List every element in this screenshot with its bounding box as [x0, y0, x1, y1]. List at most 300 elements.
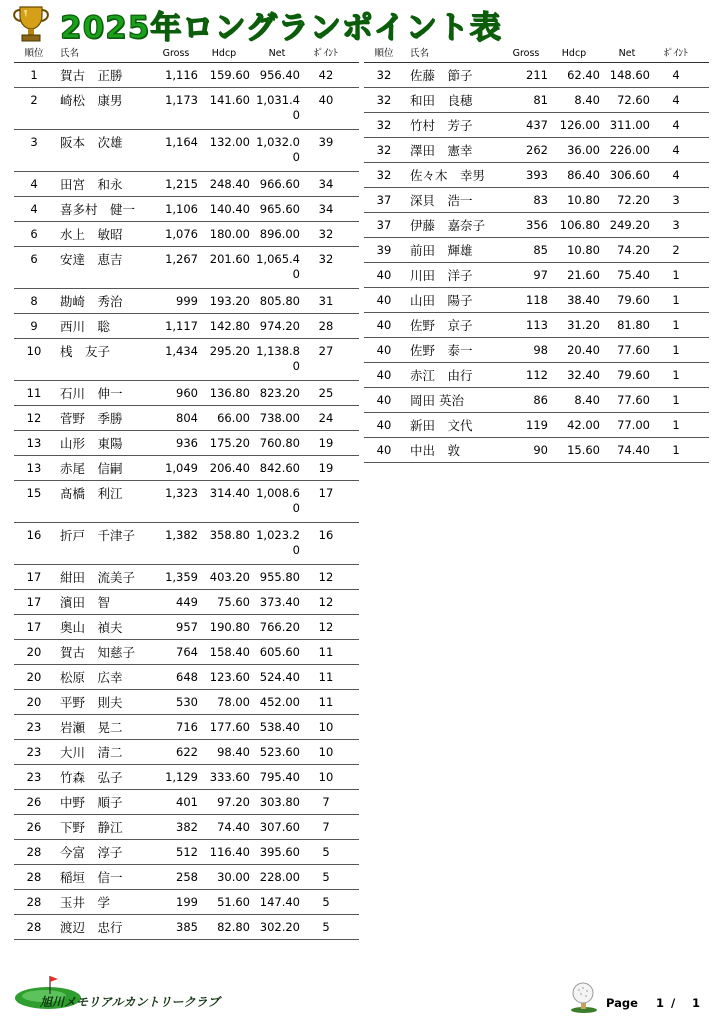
header-hdcp: Hdcp [211, 47, 237, 59]
points-cell: 10 [318, 745, 334, 759]
net-cell: 79.60 [617, 368, 650, 382]
name-cell: 勘崎 秀治 [60, 294, 123, 309]
points-cell: 7 [322, 795, 330, 809]
points-cell: 4 [672, 93, 680, 107]
points-cell: 1 [672, 293, 680, 307]
table-body-left [14, 63, 359, 940]
net-cell: 306.60 [609, 168, 650, 182]
table-row [14, 640, 359, 665]
rank-cell: 40 [376, 393, 392, 407]
name-cell: 奥山 禎夫 [60, 620, 123, 635]
rank-cell: 2 [30, 93, 38, 107]
hdcp-cell: 78.00 [217, 695, 250, 709]
rank-cell: 6 [30, 227, 38, 241]
gross-cell: 112 [526, 368, 548, 382]
net-cell: 72.20 [617, 193, 650, 207]
rank-cell: 17 [26, 570, 42, 584]
hdcp-cell: 140.40 [209, 202, 250, 216]
points-cell: 19 [318, 436, 334, 450]
hdcp-cell: 10.80 [567, 193, 600, 207]
table-row [14, 456, 359, 481]
table-row [14, 222, 359, 247]
header-hdcp: Hdcp [561, 47, 587, 59]
hdcp-cell: 98.40 [217, 745, 250, 759]
rank-cell: 32 [376, 168, 392, 182]
rank-cell: 26 [26, 795, 42, 809]
name-cell: 濱田 智 [60, 595, 111, 610]
rank-cell: 28 [26, 920, 42, 934]
points-cell: 1 [672, 368, 680, 382]
table-row [364, 363, 709, 388]
name-cell: 折戸 千津子 [60, 528, 136, 543]
gross-cell: 530 [176, 695, 198, 709]
rank-cell: 17 [26, 595, 42, 609]
net-cell: 523.60 [259, 745, 300, 759]
gross-cell: 764 [176, 645, 198, 659]
table-row [364, 338, 709, 363]
rank-cell: 40 [376, 268, 392, 282]
gross-cell: 1,173 [165, 93, 198, 107]
rank-cell: 40 [376, 293, 392, 307]
name-cell: 澤田 憲幸 [410, 143, 473, 158]
net-cell: 303.80 [259, 795, 300, 809]
table-row [14, 790, 359, 815]
points-cell: 1 [672, 268, 680, 282]
points-cell: 28 [318, 319, 334, 333]
name-cell: 賀古 知慈子 [60, 645, 136, 660]
header-net: Net [268, 47, 286, 59]
name-cell: 阪本 次雄 [60, 135, 123, 150]
points-cell: 5 [322, 895, 330, 909]
hdcp-cell: 248.40 [209, 177, 250, 191]
points-cell: 4 [672, 143, 680, 157]
net-cell: 226.00 [609, 143, 650, 157]
name-cell: 佐々木 幸男 [410, 168, 486, 183]
header-rank: 順位 [374, 47, 394, 59]
table-row [14, 865, 359, 890]
header-gross: Gross [162, 47, 190, 59]
table-row [14, 314, 359, 339]
table-row [14, 765, 359, 790]
table-row [14, 481, 359, 523]
net-cell: 75.40 [617, 268, 650, 282]
rank-cell: 40 [376, 318, 392, 332]
rank-cell: 40 [376, 443, 392, 457]
name-cell: 崎松 康男 [60, 93, 123, 108]
points-cell: 3 [672, 218, 680, 232]
points-cell: 12 [318, 595, 334, 609]
rank-cell: 17 [26, 620, 42, 634]
name-cell: 赤尾 信嗣 [60, 461, 123, 476]
table-header [14, 44, 359, 63]
net-cell: 823.20 [259, 386, 300, 400]
gross-cell: 199 [176, 895, 198, 909]
points-cell: 31 [318, 294, 334, 308]
net-cell: 1,138.80 [256, 344, 300, 373]
name-cell: 竹森 弘子 [60, 770, 123, 785]
table-row [14, 565, 359, 590]
hdcp-cell: 66.00 [217, 411, 250, 425]
rank-cell: 28 [26, 895, 42, 909]
name-cell: 水上 敏昭 [60, 227, 123, 242]
name-cell: 松原 広幸 [60, 670, 123, 685]
hdcp-cell: 75.60 [217, 595, 250, 609]
hdcp-cell: 132.00 [209, 135, 250, 149]
table-row [364, 413, 709, 438]
gross-cell: 1,049 [165, 461, 198, 475]
rank-cell: 6 [30, 252, 38, 266]
hdcp-cell: 32.40 [567, 368, 600, 382]
name-cell: 平野 則夫 [60, 695, 123, 710]
hdcp-cell: 8.40 [574, 393, 600, 407]
gross-cell: 119 [526, 418, 548, 432]
club-name: 旭川メモリアルカントリークラブ [40, 995, 220, 1009]
table-row [364, 263, 709, 288]
name-cell: 山田 陽子 [410, 293, 473, 308]
hdcp-cell: 175.20 [209, 436, 250, 450]
points-cell: 7 [322, 820, 330, 834]
net-cell: 965.60 [259, 202, 300, 216]
rank-cell: 40 [376, 368, 392, 382]
points-cell: 1 [672, 393, 680, 407]
table-row [14, 690, 359, 715]
points-cell: 5 [322, 845, 330, 859]
hdcp-cell: 190.80 [209, 620, 250, 634]
rank-cell: 16 [26, 528, 42, 542]
points-cell: 19 [318, 461, 334, 475]
rank-cell: 37 [376, 193, 392, 207]
gross-cell: 83 [533, 193, 548, 207]
points-cell: 4 [672, 68, 680, 82]
net-cell: 1,065.40 [256, 252, 300, 281]
ranking-table-right [364, 44, 709, 463]
points-cell: 25 [318, 386, 334, 400]
gross-cell: 1,117 [165, 319, 198, 333]
hdcp-cell: 142.80 [209, 319, 250, 333]
points-cell: 32 [318, 227, 334, 241]
points-cell: 1 [672, 443, 680, 457]
rank-cell: 1 [30, 68, 38, 82]
gross-cell: 936 [176, 436, 198, 450]
gross-cell: 86 [533, 393, 548, 407]
gross-cell: 804 [176, 411, 198, 425]
net-cell: 538.40 [259, 720, 300, 734]
header-net: Net [618, 47, 636, 59]
gross-cell: 1,076 [165, 227, 198, 241]
name-cell: 中出 敦 [410, 443, 461, 458]
points-cell: 27 [318, 344, 334, 358]
points-cell: 16 [318, 528, 334, 542]
header-name: 氏名 [410, 47, 430, 59]
name-cell: 賀古 正勝 [60, 68, 123, 83]
name-cell: 今富 淳子 [60, 845, 123, 860]
hdcp-cell: 30.00 [217, 870, 250, 884]
net-cell: 766.20 [259, 620, 300, 634]
hdcp-cell: 358.80 [209, 528, 250, 542]
hdcp-cell: 36.00 [567, 143, 600, 157]
name-cell: 菅野 季勝 [60, 411, 123, 426]
name-cell: 岡田 英治 [410, 393, 464, 408]
name-cell: 髙橋 利江 [60, 486, 123, 501]
net-cell: 524.40 [259, 670, 300, 684]
hdcp-cell: 159.60 [209, 68, 250, 82]
points-cell: 34 [318, 177, 334, 191]
page-total: 1 [692, 996, 701, 1010]
name-cell: 西川 聡 [60, 319, 111, 334]
table-row [364, 113, 709, 138]
hdcp-cell: 123.60 [209, 670, 250, 684]
gross-cell: 262 [526, 143, 548, 157]
net-cell: 72.60 [617, 93, 650, 107]
hdcp-cell: 62.40 [567, 68, 600, 82]
name-cell: 赤江 由行 [410, 368, 473, 383]
gross-cell: 401 [176, 795, 198, 809]
rank-cell: 12 [26, 411, 42, 425]
gross-cell: 382 [176, 820, 198, 834]
rank-cell: 9 [30, 319, 38, 333]
hdcp-cell: 31.20 [567, 318, 600, 332]
name-cell: 川田 洋子 [410, 268, 473, 283]
name-cell: 和田 良穂 [410, 93, 473, 108]
rank-cell: 13 [26, 436, 42, 450]
table-row [364, 163, 709, 188]
name-cell: 佐野 京子 [410, 318, 473, 333]
points-cell: 1 [672, 418, 680, 432]
rank-cell: 28 [26, 870, 42, 884]
rank-cell: 23 [26, 745, 42, 759]
points-cell: 2 [672, 243, 680, 257]
gross-cell: 97 [533, 268, 548, 282]
net-cell: 148.60 [609, 68, 650, 82]
points-cell: 4 [672, 118, 680, 132]
table-row [14, 590, 359, 615]
header-points: ﾎﾟｲﾝﾄ [314, 47, 338, 59]
table-row [364, 213, 709, 238]
net-cell: 147.40 [259, 895, 300, 909]
gross-cell: 648 [176, 670, 198, 684]
table-row [364, 188, 709, 213]
name-cell: 渡辺 忠行 [60, 920, 123, 935]
points-cell: 34 [318, 202, 334, 216]
hdcp-cell: 201.60 [209, 252, 250, 266]
table-row [14, 815, 359, 840]
table-row [364, 238, 709, 263]
hdcp-cell: 314.40 [209, 486, 250, 500]
name-cell: 大川 清二 [60, 745, 123, 760]
table-row [14, 665, 359, 690]
gross-cell: 98 [533, 343, 548, 357]
net-cell: 311.00 [609, 118, 650, 132]
net-cell: 795.40 [259, 770, 300, 784]
net-cell: 605.60 [259, 645, 300, 659]
points-cell: 10 [318, 720, 334, 734]
trophy-icon [8, 4, 54, 44]
rank-cell: 10 [26, 344, 42, 358]
gross-cell: 393 [526, 168, 548, 182]
hdcp-cell: 141.60 [209, 93, 250, 107]
net-cell: 302.20 [259, 920, 300, 934]
table-row [14, 172, 359, 197]
header-gross: Gross [512, 47, 540, 59]
page-label: Page [606, 996, 638, 1010]
points-cell: 1 [672, 318, 680, 332]
net-cell: 452.00 [259, 695, 300, 709]
gross-cell: 437 [526, 118, 548, 132]
hdcp-cell: 403.20 [209, 570, 250, 584]
points-cell: 4 [672, 168, 680, 182]
net-cell: 1,008.60 [256, 486, 300, 515]
points-cell: 5 [322, 870, 330, 884]
table-row [14, 247, 359, 289]
net-cell: 395.60 [259, 845, 300, 859]
hdcp-cell: 106.80 [559, 218, 600, 232]
rank-cell: 15 [26, 486, 42, 500]
page-separator: / [671, 996, 676, 1010]
net-cell: 249.20 [609, 218, 650, 232]
table-row [14, 431, 359, 456]
name-cell: 竹村 芳子 [410, 118, 473, 133]
hdcp-cell: 126.00 [559, 118, 600, 132]
points-cell: 39 [318, 135, 334, 149]
points-cell: 11 [318, 670, 334, 684]
hdcp-cell: 15.60 [567, 443, 600, 457]
name-cell: 岩瀬 晃二 [60, 720, 123, 735]
rank-cell: 39 [376, 243, 392, 257]
gross-cell: 716 [176, 720, 198, 734]
name-cell: 新田 文代 [410, 418, 473, 433]
hdcp-cell: 10.80 [567, 243, 600, 257]
rank-cell: 32 [376, 143, 392, 157]
net-cell: 77.00 [617, 418, 650, 432]
net-cell: 805.80 [259, 294, 300, 308]
hdcp-cell: 206.40 [209, 461, 250, 475]
table-row [364, 138, 709, 163]
table-row [364, 388, 709, 413]
gross-cell: 118 [526, 293, 548, 307]
net-cell: 77.60 [617, 343, 650, 357]
net-cell: 760.80 [259, 436, 300, 450]
rank-cell: 3 [30, 135, 38, 149]
rank-cell: 23 [26, 770, 42, 784]
ranking-table-left [14, 44, 359, 940]
name-cell: 稲垣 信一 [60, 870, 123, 885]
table-row [364, 313, 709, 338]
table-body-right [364, 63, 709, 463]
points-cell: 1 [672, 343, 680, 357]
hdcp-cell: 193.20 [209, 294, 250, 308]
name-cell: 石川 伸一 [60, 386, 123, 401]
rank-cell: 13 [26, 461, 42, 475]
page-header [8, 4, 502, 44]
table-row [14, 381, 359, 406]
net-cell: 74.20 [617, 243, 650, 257]
table-row [14, 840, 359, 865]
hdcp-cell: 158.40 [209, 645, 250, 659]
table-row [364, 88, 709, 113]
net-cell: 74.40 [617, 443, 650, 457]
gross-cell: 85 [533, 243, 548, 257]
table-row [14, 63, 359, 88]
name-cell: 中野 順子 [60, 795, 123, 810]
rank-cell: 32 [376, 118, 392, 132]
gross-cell: 356 [526, 218, 548, 232]
gross-cell: 1,106 [165, 202, 198, 216]
table-row [14, 740, 359, 765]
golf-ball-icon [566, 980, 600, 1014]
hdcp-cell: 38.40 [567, 293, 600, 307]
table-row [14, 339, 359, 381]
hdcp-cell: 97.20 [217, 795, 250, 809]
table-row [14, 289, 359, 314]
points-cell: 24 [318, 411, 334, 425]
rank-cell: 4 [30, 177, 38, 191]
name-cell: 深貝 浩一 [410, 193, 473, 208]
net-cell: 1,023.20 [256, 528, 300, 557]
net-cell: 77.60 [617, 393, 650, 407]
hdcp-cell: 82.80 [217, 920, 250, 934]
gross-cell: 449 [176, 595, 198, 609]
gross-cell: 512 [176, 845, 198, 859]
table-row [14, 523, 359, 565]
points-cell: 11 [318, 695, 334, 709]
net-cell: 955.80 [259, 570, 300, 584]
hdcp-cell: 51.60 [217, 895, 250, 909]
net-cell: 81.80 [617, 318, 650, 332]
hdcp-cell: 136.80 [209, 386, 250, 400]
hdcp-cell: 86.40 [567, 168, 600, 182]
rank-cell: 20 [26, 645, 42, 659]
net-cell: 738.00 [259, 411, 300, 425]
gross-cell: 1,116 [165, 68, 198, 82]
hdcp-cell: 116.40 [209, 845, 250, 859]
name-cell: 山形 東陽 [60, 436, 123, 451]
table-row [14, 130, 359, 172]
table-row [364, 438, 709, 463]
rank-cell: 37 [376, 218, 392, 232]
rank-cell: 20 [26, 670, 42, 684]
name-cell: 喜多村 健一 [60, 202, 136, 217]
gross-cell: 1,359 [165, 570, 198, 584]
points-cell: 3 [672, 193, 680, 207]
net-cell: 956.40 [259, 68, 300, 82]
gross-cell: 81 [533, 93, 548, 107]
name-cell: 紺田 流美子 [60, 570, 136, 585]
points-cell: 12 [318, 570, 334, 584]
gross-cell: 960 [176, 386, 198, 400]
name-cell: 下野 静江 [60, 820, 123, 835]
rank-cell: 28 [26, 845, 42, 859]
table-row [14, 197, 359, 222]
gross-cell: 1,323 [165, 486, 198, 500]
name-cell: 伊藤 嘉奈子 [410, 218, 486, 233]
hdcp-cell: 20.40 [567, 343, 600, 357]
rank-cell: 32 [376, 93, 392, 107]
rank-cell: 23 [26, 720, 42, 734]
table-header [364, 44, 709, 63]
hdcp-cell: 180.00 [209, 227, 250, 241]
rank-cell: 26 [26, 820, 42, 834]
net-cell: 896.00 [259, 227, 300, 241]
net-cell: 966.60 [259, 177, 300, 191]
rank-cell: 11 [26, 386, 42, 400]
name-cell: 佐野 泰一 [410, 343, 473, 358]
gross-cell: 113 [526, 318, 548, 332]
points-cell: 42 [318, 68, 334, 82]
name-cell: 玉井 学 [60, 895, 111, 910]
table-row [364, 63, 709, 88]
hdcp-cell: 8.40 [574, 93, 600, 107]
gross-cell: 90 [533, 443, 548, 457]
